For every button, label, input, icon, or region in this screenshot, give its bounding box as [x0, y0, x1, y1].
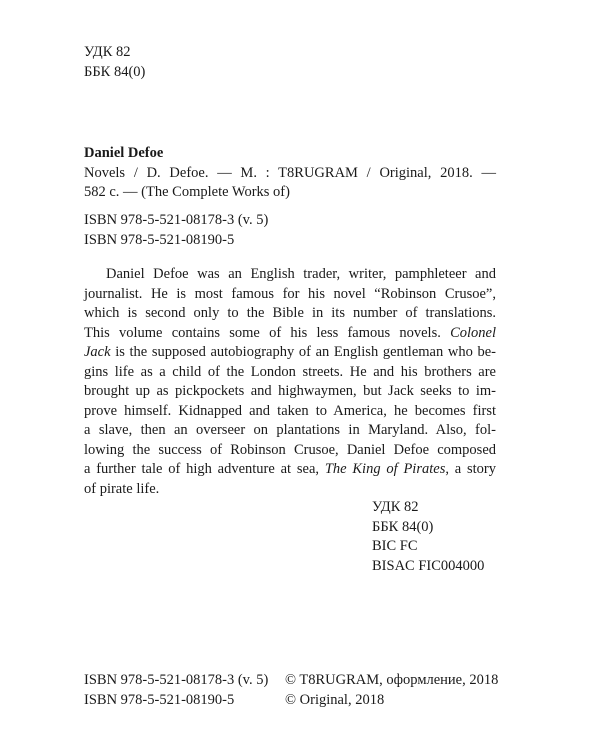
- bisac-code: BISAC FIC004000: [372, 557, 485, 574]
- abstract-line: [84, 343, 496, 363]
- abstract-line: brought up as pickpockets and highwaymen, but Jack seeks to im-: [84, 383, 496, 399]
- abstract-line: Daniel Defoe was an English trader, writer, pamphleteer and: [106, 266, 496, 282]
- copyright-line-2: © Original, 2018: [285, 691, 385, 708]
- abstract: [84, 265, 496, 499]
- abstract-line: prove himself. Kidnapped and taken to America, he becomes first: [84, 402, 496, 419]
- isbn-line-2: ISBN 978-5-521-08190-5: [84, 231, 235, 248]
- footer-copyright-block: [285, 671, 498, 710]
- udk-code: УДК 82: [84, 44, 131, 60]
- footer-isbn-1: ISBN 978-5-521-08178-3 (v. 5): [84, 672, 269, 688]
- record-line-1: Novels / D. Defoe. — M. : T8RUGRAM / Original, 2018. —: [84, 164, 496, 181]
- footer-isbn-block: [84, 671, 268, 710]
- isbn-block: [84, 211, 268, 250]
- bbk-code: ББК 84(0): [84, 63, 146, 80]
- bic-code: BIC FC: [372, 538, 418, 554]
- abstract-text: , a story: [445, 461, 496, 477]
- isbn-line-1: ISBN 978-5-521-08178-3 (v. 5): [84, 212, 269, 228]
- abstract-line: [84, 460, 496, 480]
- abstract-line: gins life as a child of the London streets. He and his brothers are: [84, 363, 496, 380]
- copyright-line-1: © T8RUGRAM, оформление, 2018: [285, 672, 499, 688]
- abstract-line: of pirate life.: [84, 480, 160, 497]
- bbk-code: ББК 84(0): [372, 518, 434, 535]
- abstract-line: [84, 324, 496, 344]
- italic-title: Jack: [84, 344, 111, 360]
- italic-title: Colonel: [450, 324, 496, 341]
- catalog-record: [84, 144, 496, 203]
- abstract-text: This volume contains some of his less famous novels.: [84, 324, 441, 341]
- footer-isbn-2: ISBN 978-5-521-08190-5: [84, 691, 235, 708]
- abstract-line: journalist. He is most famous for his novel “Robinson Crusoe”,: [84, 285, 496, 302]
- abstract-line: a slave, then an overseer on plantations in Maryland. Also, fol-: [84, 422, 496, 438]
- abstract-line: lowing the success of Robinson Crusoe, Daniel Defoe composed: [84, 441, 496, 458]
- top-classification-codes: [84, 43, 145, 82]
- abstract-text: is the supposed autobiography of an English gentleman who be-: [115, 344, 496, 360]
- classification-codes: [372, 498, 484, 576]
- record-line-2: 582 с. — (The Complete Works of): [84, 184, 290, 200]
- udk-code: УДК 82: [372, 499, 419, 515]
- abstract-line: which is second only to the Bible in its number of translations.: [84, 305, 496, 321]
- abstract-text: a further tale of high adventure at sea,: [84, 461, 320, 477]
- author-heading: Daniel Defoe: [84, 145, 164, 161]
- italic-title: The King of Pirates: [324, 461, 446, 477]
